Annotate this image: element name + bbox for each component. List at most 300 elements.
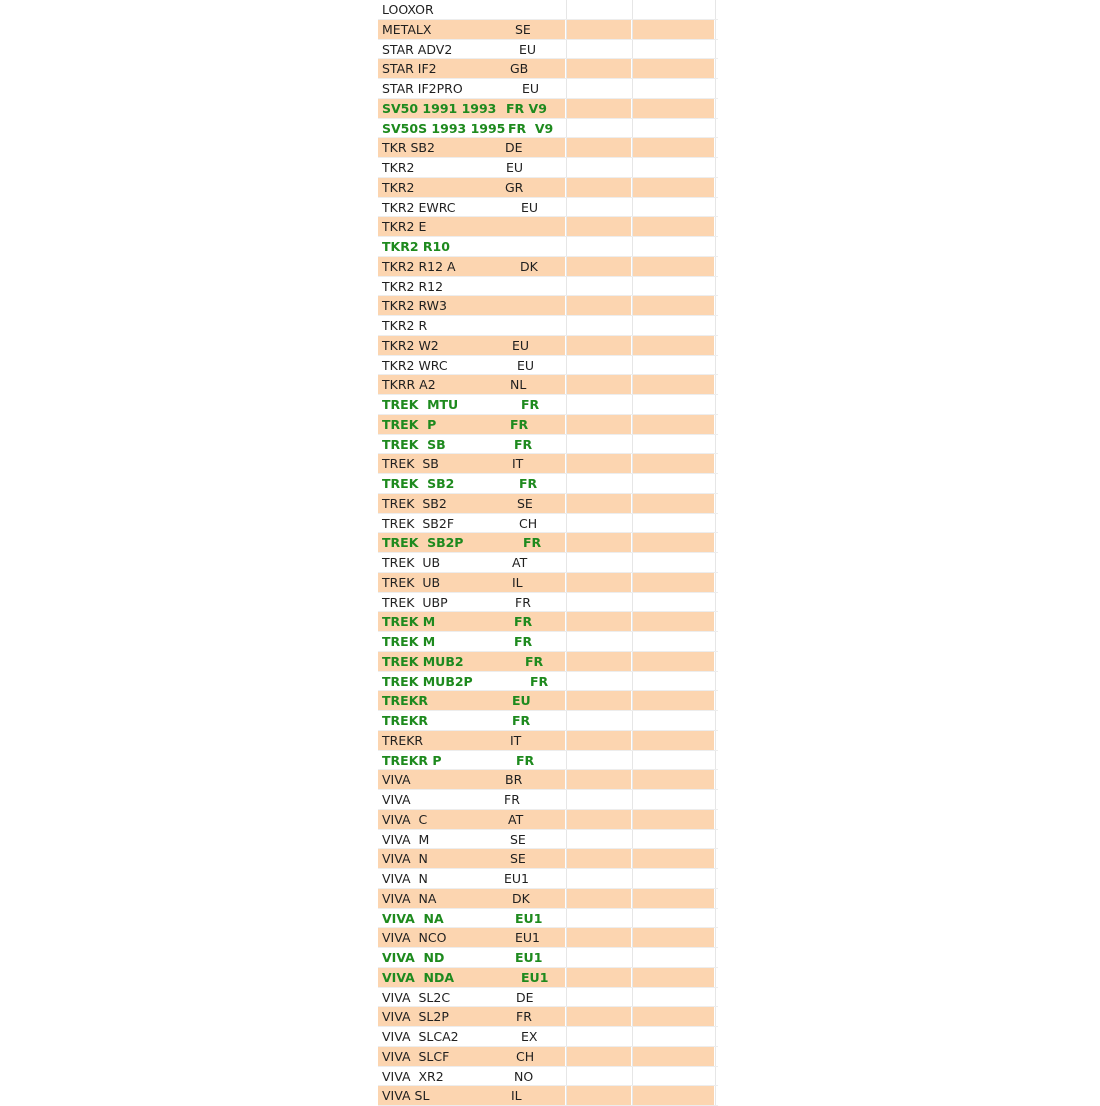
cell-model-region[interactable] xyxy=(378,849,565,868)
cell-empty[interactable] xyxy=(633,1086,714,1105)
model-name: TKR2 xyxy=(382,179,415,195)
column-gridline xyxy=(715,1086,716,1106)
cell-model-region[interactable] xyxy=(378,20,565,39)
table-row xyxy=(378,889,718,909)
column-gridline xyxy=(715,790,716,810)
cell-model-region[interactable] xyxy=(378,593,565,612)
cell-empty[interactable] xyxy=(633,40,714,59)
cell-empty[interactable] xyxy=(567,296,631,315)
cell-empty[interactable] xyxy=(567,1047,631,1066)
cell-model-region[interactable] xyxy=(378,494,565,513)
model-name: TREK MUB2 xyxy=(382,653,464,669)
column-gridline xyxy=(715,514,716,534)
cell-model-region[interactable] xyxy=(378,968,565,987)
cell-model-region[interactable] xyxy=(378,869,565,888)
region-code: EU1 xyxy=(521,969,549,985)
cell-model-region[interactable] xyxy=(378,553,565,572)
cell-empty[interactable] xyxy=(567,869,631,888)
model-name: TKR2 xyxy=(382,160,415,175)
cell-model-region[interactable] xyxy=(378,138,565,157)
cell-empty[interactable] xyxy=(567,573,631,592)
table-row xyxy=(378,849,718,869)
table-row xyxy=(378,375,718,395)
cell-empty[interactable] xyxy=(567,375,631,394)
cell-model-region[interactable] xyxy=(378,454,565,473)
cell-model-region[interactable] xyxy=(378,612,565,631)
cell-model-region[interactable] xyxy=(378,909,565,928)
cell-empty[interactable] xyxy=(633,336,714,355)
cell-empty[interactable] xyxy=(633,533,714,552)
column-gridline xyxy=(715,435,716,455)
cell-empty[interactable] xyxy=(567,198,631,217)
column-gridline xyxy=(715,1047,716,1067)
cell-empty[interactable] xyxy=(567,0,631,19)
cell-empty[interactable] xyxy=(633,553,714,572)
cell-empty[interactable] xyxy=(567,948,631,967)
column-gridline xyxy=(715,79,716,99)
cell-empty[interactable] xyxy=(633,691,714,710)
cell-empty[interactable] xyxy=(567,1067,631,1086)
cell-model-region[interactable] xyxy=(378,336,565,355)
column-gridline xyxy=(715,395,716,415)
column-gridline xyxy=(715,731,716,751)
region-code: SE xyxy=(517,495,533,511)
column-gridline xyxy=(715,711,716,731)
table-row xyxy=(378,474,718,494)
cell-empty[interactable] xyxy=(567,277,631,296)
cell-empty[interactable] xyxy=(633,810,714,829)
cell-empty[interactable] xyxy=(567,237,631,256)
cell-model-region[interactable] xyxy=(378,99,565,118)
table-row xyxy=(378,533,718,553)
region-code: FR xyxy=(521,397,540,412)
cell-empty[interactable] xyxy=(567,731,631,750)
cell-empty[interactable] xyxy=(633,158,714,177)
cell-empty[interactable] xyxy=(633,869,714,888)
cell-empty[interactable] xyxy=(567,395,631,414)
cell-empty[interactable] xyxy=(633,217,714,236)
region-code: EU xyxy=(517,357,535,373)
column-gridline xyxy=(715,948,716,968)
cell-model-region[interactable] xyxy=(378,928,565,947)
cell-empty[interactable] xyxy=(633,514,714,533)
cell-empty[interactable] xyxy=(567,356,631,375)
cell-empty[interactable] xyxy=(567,40,631,59)
region-code: GB xyxy=(510,61,529,77)
model-name: TREK SB2 xyxy=(382,495,447,511)
cell-empty[interactable] xyxy=(633,79,714,98)
cell-model-region[interactable] xyxy=(378,573,565,592)
cell-empty[interactable] xyxy=(633,889,714,908)
model-name: VIVA N xyxy=(382,871,428,886)
column-gridline xyxy=(715,99,716,119)
table-row xyxy=(378,0,718,20)
column-gridline xyxy=(715,573,716,593)
cell-model-region[interactable] xyxy=(378,375,565,394)
cell-empty[interactable] xyxy=(567,20,631,39)
table-row xyxy=(378,652,718,672)
cell-empty[interactable] xyxy=(567,257,631,276)
region-code: NL xyxy=(510,377,527,393)
model-name: VIVA XR2 xyxy=(382,1068,444,1084)
cell-empty[interactable] xyxy=(567,593,631,612)
column-gridline xyxy=(715,691,716,711)
cell-empty[interactable] xyxy=(633,948,714,967)
cell-empty[interactable] xyxy=(633,198,714,217)
region-code: EU1 xyxy=(515,930,540,946)
cell-empty[interactable] xyxy=(633,1027,714,1046)
column-gridline xyxy=(715,869,716,889)
cell-model-region[interactable] xyxy=(378,1067,565,1086)
cell-empty[interactable] xyxy=(567,454,631,473)
cell-empty[interactable] xyxy=(633,296,714,315)
cell-model-region[interactable] xyxy=(378,1007,565,1026)
cell-empty[interactable] xyxy=(633,672,714,691)
cell-empty[interactable] xyxy=(633,790,714,809)
cell-empty[interactable] xyxy=(567,514,631,533)
cell-empty[interactable] xyxy=(567,1007,631,1026)
model-name: TREKR xyxy=(382,713,429,728)
table-row xyxy=(378,395,718,415)
cell-empty[interactable] xyxy=(567,316,631,335)
region-code: CH xyxy=(516,1048,535,1064)
column-gridline xyxy=(715,296,716,316)
cell-empty[interactable] xyxy=(567,928,631,947)
region-code: FR xyxy=(516,1009,532,1025)
table-row xyxy=(378,928,718,948)
cell-empty[interactable] xyxy=(633,849,714,868)
table-row xyxy=(378,514,718,534)
model-name: VIVA SL xyxy=(382,1088,430,1104)
cell-empty[interactable] xyxy=(633,0,714,19)
model-name: TKR SB2 xyxy=(382,140,435,156)
table-row xyxy=(378,731,718,751)
model-name: TREK UB xyxy=(382,574,441,590)
region-code: FR V9 xyxy=(506,100,547,116)
cell-empty[interactable] xyxy=(633,751,714,770)
cell-model-region[interactable] xyxy=(378,40,565,59)
cell-empty[interactable] xyxy=(633,277,714,296)
cell-empty[interactable] xyxy=(567,119,631,138)
table-row xyxy=(378,20,718,40)
cell-model-region[interactable] xyxy=(378,79,565,98)
region-code: FR xyxy=(510,416,529,432)
table-row xyxy=(378,869,718,889)
cell-empty[interactable] xyxy=(567,533,631,552)
region-code: FR xyxy=(515,594,531,610)
cell-empty[interactable] xyxy=(567,1086,631,1105)
cell-empty[interactable] xyxy=(567,1027,631,1046)
cell-empty[interactable] xyxy=(633,395,714,414)
cell-empty[interactable] xyxy=(633,593,714,612)
cell-empty[interactable] xyxy=(633,573,714,592)
cell-model-region[interactable] xyxy=(378,770,565,789)
column-gridline xyxy=(715,1007,716,1027)
cell-empty[interactable] xyxy=(633,494,714,513)
cell-model-region[interactable] xyxy=(378,988,565,1007)
cell-empty[interactable] xyxy=(567,553,631,572)
model-name: VIVA NDA xyxy=(382,969,455,985)
model-name: VIVA ND xyxy=(382,950,445,965)
model-name: VIVA C xyxy=(382,811,428,827)
cell-model-region[interactable] xyxy=(378,711,565,730)
cell-empty[interactable] xyxy=(567,612,631,631)
cell-model-region[interactable] xyxy=(378,415,565,434)
model-name: TREK P xyxy=(382,416,437,432)
model-name: TREKR xyxy=(382,693,429,709)
cell-empty[interactable] xyxy=(633,1007,714,1026)
cell-empty[interactable] xyxy=(633,119,714,138)
table-row xyxy=(378,751,718,771)
model-name: VIVA NA xyxy=(382,890,437,906)
cell-empty[interactable] xyxy=(567,415,631,434)
cell-model-region[interactable] xyxy=(378,830,565,849)
model-name: TREKR xyxy=(382,732,424,748)
model-name: VIVA NCO xyxy=(382,930,447,946)
cell-empty[interactable] xyxy=(567,494,631,513)
region-code: IL xyxy=(511,1088,522,1104)
cell-model-region[interactable] xyxy=(378,178,565,197)
cell-empty[interactable] xyxy=(567,59,631,78)
cell-empty[interactable] xyxy=(633,612,714,631)
cell-empty[interactable] xyxy=(567,968,631,987)
region-code: FR xyxy=(516,752,535,768)
model-name: TKR2 R12 A xyxy=(382,258,456,274)
cell-empty[interactable] xyxy=(567,474,631,493)
column-gridline xyxy=(715,1067,716,1087)
region-code: EU xyxy=(512,337,530,353)
cell-empty[interactable] xyxy=(633,632,714,651)
cell-empty[interactable] xyxy=(567,138,631,157)
cell-empty[interactable] xyxy=(633,1047,714,1066)
cell-empty[interactable] xyxy=(633,59,714,78)
cell-empty[interactable] xyxy=(567,889,631,908)
table-row xyxy=(378,573,718,593)
cell-empty[interactable] xyxy=(567,988,631,1007)
cell-model-region[interactable] xyxy=(378,296,565,315)
column-gridline xyxy=(715,968,716,988)
region-code: IL xyxy=(512,574,523,590)
table-row xyxy=(378,79,718,99)
table-row xyxy=(378,1086,718,1106)
model-name: TREK SB2F xyxy=(382,515,455,531)
cell-empty[interactable] xyxy=(567,99,631,118)
cell-empty[interactable] xyxy=(633,435,714,454)
cell-model-region[interactable] xyxy=(378,395,565,414)
model-name: TREK MTU xyxy=(382,397,459,412)
cell-empty[interactable] xyxy=(567,217,631,236)
model-name: TKR2 WRC xyxy=(382,357,448,373)
cell-empty[interactable] xyxy=(633,711,714,730)
cell-model-region[interactable] xyxy=(378,652,565,671)
cell-model-region[interactable] xyxy=(378,0,565,19)
cell-empty[interactable] xyxy=(633,138,714,157)
cell-empty[interactable] xyxy=(633,770,714,789)
cell-model-region[interactable] xyxy=(378,731,565,750)
cell-empty[interactable] xyxy=(633,415,714,434)
cell-model-region[interactable] xyxy=(378,356,565,375)
cell-model-region[interactable] xyxy=(378,751,565,770)
cell-empty[interactable] xyxy=(567,435,631,454)
cell-empty[interactable] xyxy=(633,830,714,849)
cell-empty[interactable] xyxy=(567,711,631,730)
cell-model-region[interactable] xyxy=(378,237,565,256)
cell-empty[interactable] xyxy=(567,652,631,671)
model-name: TREK MUB2P xyxy=(382,673,473,689)
region-code: EU xyxy=(519,41,537,57)
model-name: STAR ADV2 xyxy=(382,41,453,57)
column-gridline xyxy=(715,454,716,474)
model-name: LOOXOR xyxy=(382,2,434,17)
column-gridline xyxy=(715,316,716,336)
cell-empty[interactable] xyxy=(633,178,714,197)
region-code: FR xyxy=(512,713,531,728)
table-row xyxy=(378,593,718,613)
cell-model-region[interactable] xyxy=(378,514,565,533)
cell-empty[interactable] xyxy=(633,1067,714,1086)
cell-empty[interactable] xyxy=(567,178,631,197)
table-row xyxy=(378,1007,718,1027)
column-gridline xyxy=(715,849,716,869)
cell-model-region[interactable] xyxy=(378,316,565,335)
column-gridline xyxy=(715,40,716,60)
table-row xyxy=(378,435,718,455)
table-row xyxy=(378,138,718,158)
table-row xyxy=(378,790,718,810)
model-name: METALX xyxy=(382,21,432,37)
column-gridline xyxy=(715,0,716,20)
cell-model-region[interactable] xyxy=(378,158,565,177)
column-gridline xyxy=(715,336,716,356)
model-name: VIVA M xyxy=(382,831,430,847)
model-name: TKR2 R10 xyxy=(382,239,450,254)
cell-model-region[interactable] xyxy=(378,277,565,296)
table-row xyxy=(378,968,718,988)
model-name: TKR2 R xyxy=(382,318,428,333)
cell-empty[interactable] xyxy=(567,770,631,789)
table-row xyxy=(378,988,718,1008)
cell-empty[interactable] xyxy=(633,652,714,671)
cell-model-region[interactable] xyxy=(378,435,565,454)
model-name: VIVA SLCF xyxy=(382,1048,450,1064)
cell-empty[interactable] xyxy=(633,454,714,473)
region-code: FR xyxy=(530,673,549,689)
cell-model-region[interactable] xyxy=(378,533,565,552)
cell-model-region[interactable] xyxy=(378,790,565,809)
column-gridline xyxy=(715,356,716,376)
cell-model-region[interactable] xyxy=(378,198,565,217)
cell-model-region[interactable] xyxy=(378,889,565,908)
region-code: IT xyxy=(510,732,522,748)
cell-model-region[interactable] xyxy=(378,691,565,710)
cell-model-region[interactable] xyxy=(378,948,565,967)
column-gridline xyxy=(715,217,716,237)
cell-model-region[interactable] xyxy=(378,217,565,236)
column-gridline xyxy=(715,138,716,158)
model-name: TKR2 W2 xyxy=(382,337,439,353)
cell-empty[interactable] xyxy=(567,790,631,809)
cell-model-region[interactable] xyxy=(378,810,565,829)
model-name: TKR2 RW3 xyxy=(382,298,447,314)
table-row xyxy=(378,217,718,237)
cell-model-region[interactable] xyxy=(378,632,565,651)
cell-empty[interactable] xyxy=(633,316,714,335)
cell-empty[interactable] xyxy=(567,79,631,98)
column-gridline xyxy=(715,178,716,198)
cell-empty[interactable] xyxy=(567,158,631,177)
column-gridline xyxy=(715,494,716,514)
model-name: TKR2 R12 xyxy=(382,278,444,294)
region-code: FR xyxy=(514,436,533,452)
table-row xyxy=(378,810,718,830)
cell-empty[interactable] xyxy=(633,968,714,987)
table-row xyxy=(378,316,718,336)
cell-empty[interactable] xyxy=(567,672,631,691)
cell-empty[interactable] xyxy=(567,849,631,868)
model-name: TREK SB2 xyxy=(382,476,455,491)
model-name: TKR2 EWRC xyxy=(382,199,456,215)
cell-empty[interactable] xyxy=(633,237,714,256)
cell-empty[interactable] xyxy=(633,731,714,750)
cell-empty[interactable] xyxy=(567,830,631,849)
cell-model-region[interactable] xyxy=(378,1027,565,1046)
cell-empty[interactable] xyxy=(567,336,631,355)
column-gridline xyxy=(715,928,716,948)
region-code: DE xyxy=(516,989,534,1005)
table-row xyxy=(378,296,718,316)
cell-empty[interactable] xyxy=(567,691,631,710)
model-name: VIVA NA xyxy=(382,910,444,926)
cell-empty[interactable] xyxy=(567,810,631,829)
cell-empty[interactable] xyxy=(567,632,631,651)
cell-empty[interactable] xyxy=(633,257,714,276)
cell-model-region[interactable] xyxy=(378,119,565,138)
region-code: EU1 xyxy=(515,950,543,965)
region-code: FR xyxy=(504,792,520,807)
cell-empty[interactable] xyxy=(633,356,714,375)
table-row xyxy=(378,553,718,573)
column-gridline xyxy=(715,632,716,652)
table-row xyxy=(378,198,718,218)
cell-empty[interactable] xyxy=(633,928,714,947)
region-code: NO xyxy=(514,1068,534,1084)
region-code: DK xyxy=(520,258,538,274)
cell-empty[interactable] xyxy=(633,99,714,118)
model-name: VIVA xyxy=(382,772,411,788)
cell-empty[interactable] xyxy=(633,375,714,394)
cell-empty[interactable] xyxy=(633,988,714,1007)
column-gridline xyxy=(715,415,716,435)
cell-model-region[interactable] xyxy=(378,257,565,276)
table-row xyxy=(378,356,718,376)
column-gridline xyxy=(715,988,716,1008)
cell-model-region[interactable] xyxy=(378,672,565,691)
cell-empty[interactable] xyxy=(633,20,714,39)
cell-empty[interactable] xyxy=(633,474,714,493)
cell-model-region[interactable] xyxy=(378,1086,565,1105)
cell-model-region[interactable] xyxy=(378,59,565,78)
table-row xyxy=(378,454,718,474)
cell-empty[interactable] xyxy=(633,909,714,928)
model-name: VIVA SL2P xyxy=(382,1009,449,1025)
region-code: EU xyxy=(521,199,539,215)
table-row xyxy=(378,178,718,198)
column-gridline xyxy=(715,652,716,672)
cell-model-region[interactable] xyxy=(378,474,565,493)
cell-empty[interactable] xyxy=(567,751,631,770)
cell-empty[interactable] xyxy=(567,909,631,928)
cell-model-region[interactable] xyxy=(378,1047,565,1066)
